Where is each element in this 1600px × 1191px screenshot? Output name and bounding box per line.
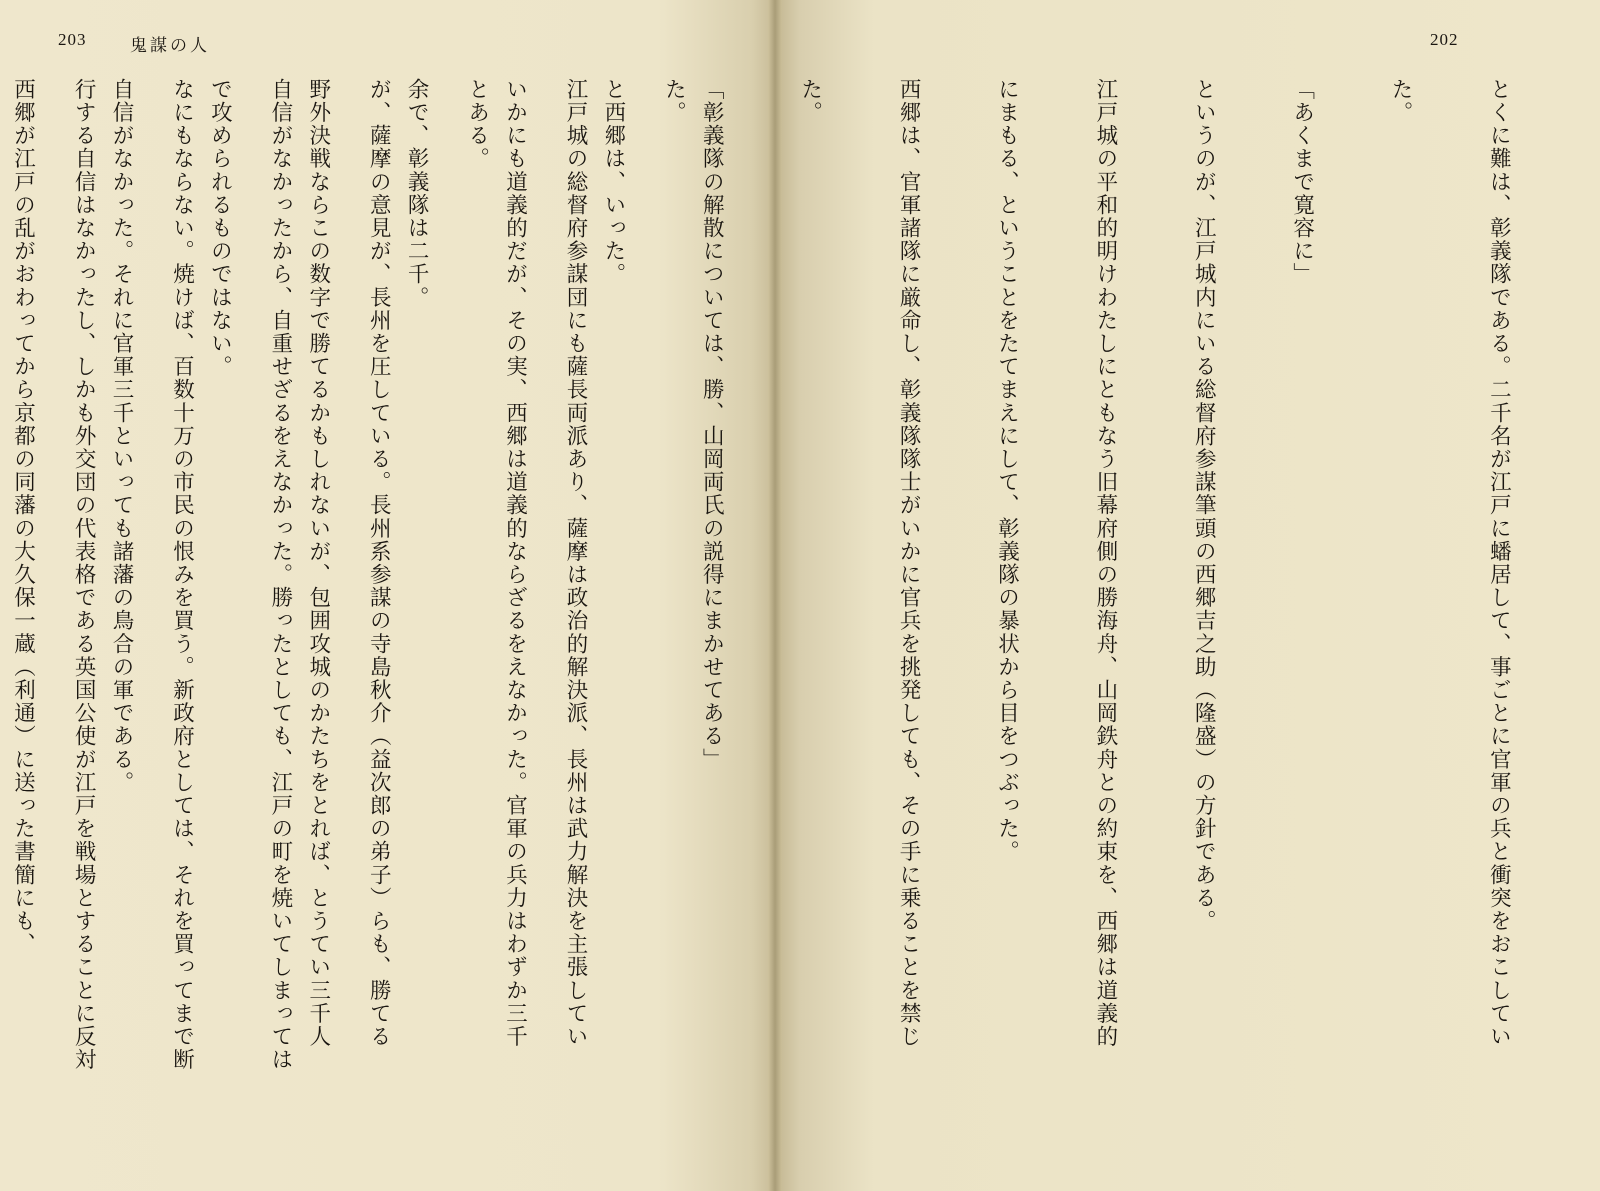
text-line: た。 [1388,78,1414,125]
text-line: とある。 [464,78,490,171]
text-line: というのが、江戸城内にいる総督府参謀筆頭の西郷吉之助（隆盛）の方針である。 [1191,78,1217,933]
text-line: 江戸城の総督府参謀団にも薩長両派あり、薩摩は政治的解決派、長州は武力解決を主張してい [563,78,589,1049]
text-line: が、薩摩の意見が、長州を圧している。長州系参謀の寺島秋介（益次郎の弟子）らも、勝てる [366,78,392,1049]
text-line: 「彰義隊の解散については、勝、山岡両氏の説得にまかせてある」 [699,78,725,771]
text-line: 西郷は、官軍諸隊に厳命し、彰義隊隊士がいかに官兵を挑発しても、その手に乗ることを禁じ [896,78,922,1049]
text-line: 江戸城の平和的明けわたしにともなう旧幕府側の勝海舟、山岡鉄舟との約束を、西郷は道義的 [1092,78,1118,1049]
text-line: 「あくまで寛容に」 [1289,78,1315,286]
text-line: 西郷が江戸の乱がおわってから京都の同藩の大久保一蔵（利通）に送った書簡にも、 [10,78,36,956]
text-line: 自信がなかった。それに官軍三千といっても諸藩の鳥合の軍である。 [108,78,134,795]
book-gutter [768,0,782,1191]
text-line: いかにも道義的だが、その実、西郷は道義的ならざるをえなかった。官軍の兵力はわずか三千 [502,78,528,1049]
page-number-right: 202 [1430,30,1459,49]
text-line: とくに難は、彰義隊である。二千名が江戸に蟠居して、事ごとに官軍の兵と衝突をおこしてい [1486,78,1512,1049]
text-line: と西郷は、いった。 [600,78,626,286]
running-title: 鬼謀の人 [130,36,210,56]
text-line: 自信がなかったから、自重せざるをえなかった。勝ったとしても、江戸の町を焼いてしまっては [267,78,293,1072]
text-line: で攻められるものではない。 [207,78,233,379]
text-line: た。 [661,78,687,125]
page-number-left: 203 [58,30,87,49]
text-line: 行する自信はなかったし、しかも外交団の代表格である英国公使が江戸を戦場とすることに反対 [71,78,97,1072]
text-line: にまもる、ということをたてまえにして、彰義隊の暴状から目をつぶった。 [994,78,1020,864]
text-line: 余で、彰義隊は二千。 [404,78,430,309]
text-line: 野外決戦ならこの数字で勝てるかもしれないが、包囲攻城のかたちをとれば、とうてい三千人 [305,78,331,1049]
text-line: た。 [797,78,823,125]
text-line: なにもならない。焼けば、百数十万の市民の恨みを買う。新政府としては、それを買ってまで断 [169,78,195,1072]
